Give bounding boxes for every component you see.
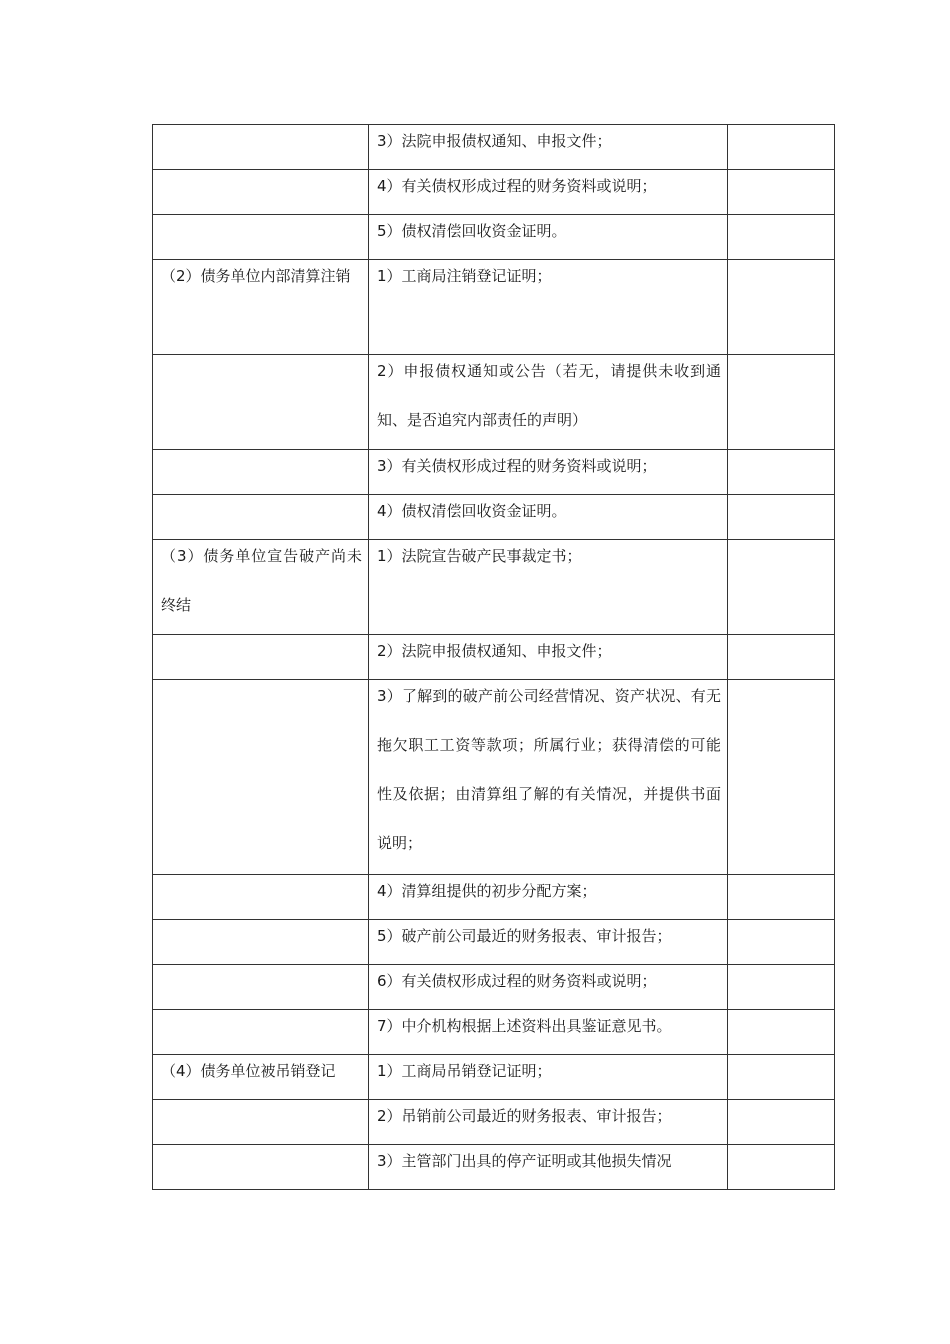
remark-cell	[728, 1010, 835, 1055]
remark-cell	[728, 540, 835, 635]
item-cell: 1）法院宣告破产民事裁定书；	[369, 540, 728, 635]
remark-cell	[728, 125, 835, 170]
item-cell: 5）债权清偿回收资金证明。	[369, 215, 728, 260]
document-table	[152, 124, 835, 1190]
table-row	[153, 540, 835, 635]
item-cell: 4）清算组提供的初步分配方案；	[369, 875, 728, 920]
category-cell	[153, 635, 369, 680]
remark-cell	[728, 1100, 835, 1145]
remark-cell	[728, 355, 835, 450]
remark-cell	[728, 450, 835, 495]
item-cell: 5）破产前公司最近的财务报表、审计报告；	[369, 920, 728, 965]
table-row	[153, 680, 835, 875]
remark-cell	[728, 965, 835, 1010]
remark-cell	[728, 1145, 835, 1190]
item-cell: 1）工商局注销登记证明；	[369, 260, 728, 355]
item-cell: 3）法院申报债权通知、申报文件；	[369, 125, 728, 170]
table-row	[153, 355, 835, 450]
remark-cell	[728, 495, 835, 540]
category-cell	[153, 170, 369, 215]
item-cell: 3）有关债权形成过程的财务资料或说明；	[369, 450, 728, 495]
table-row	[153, 260, 835, 355]
remark-cell	[728, 635, 835, 680]
category-cell	[153, 1145, 369, 1190]
item-cell: 3）主管部门出具的停产证明或其他损失情况	[369, 1145, 728, 1190]
category-cell	[153, 125, 369, 170]
remark-cell	[728, 1055, 835, 1100]
category-cell: （3）债务单位宣告破产尚未终结	[153, 540, 369, 635]
category-cell	[153, 920, 369, 965]
category-cell	[153, 355, 369, 450]
category-cell	[153, 875, 369, 920]
remark-cell	[728, 680, 835, 875]
category-cell	[153, 450, 369, 495]
category-cell	[153, 680, 369, 875]
category-cell	[153, 1100, 369, 1145]
item-cell: 7）中介机构根据上述资料出具鉴证意见书。	[369, 1010, 728, 1055]
item-cell: 2）法院申报债权通知、申报文件；	[369, 635, 728, 680]
item-cell: 2）吊销前公司最近的财务报表、审计报告；	[369, 1100, 728, 1145]
category-cell: （4）债务单位被吊销登记	[153, 1055, 369, 1100]
category-cell: （2）债务单位内部清算注销	[153, 260, 369, 355]
item-cell: 4）债权清偿回收资金证明。	[369, 495, 728, 540]
item-cell: 4）有关债权形成过程的财务资料或说明；	[369, 170, 728, 215]
remark-cell	[728, 170, 835, 215]
item-cell: 3）了解到的破产前公司经营情况、资产状况、有无拖欠职工工资等款项；所属行业；获得清偿的可能性及依据；由清算组了解的有关情况，并提供书面说明；	[369, 680, 728, 875]
category-cell	[153, 965, 369, 1010]
remark-cell	[728, 875, 835, 920]
item-cell: 2）申报债权通知或公告（若无，请提供未收到通知、是否追究内部责任的声明）	[369, 355, 728, 450]
remark-cell	[728, 260, 835, 355]
remark-cell	[728, 920, 835, 965]
item-cell: 6）有关债权形成过程的财务资料或说明；	[369, 965, 728, 1010]
table-row	[153, 1145, 835, 1190]
remark-cell	[728, 215, 835, 260]
item-cell: 1）工商局吊销登记证明；	[369, 1055, 728, 1100]
